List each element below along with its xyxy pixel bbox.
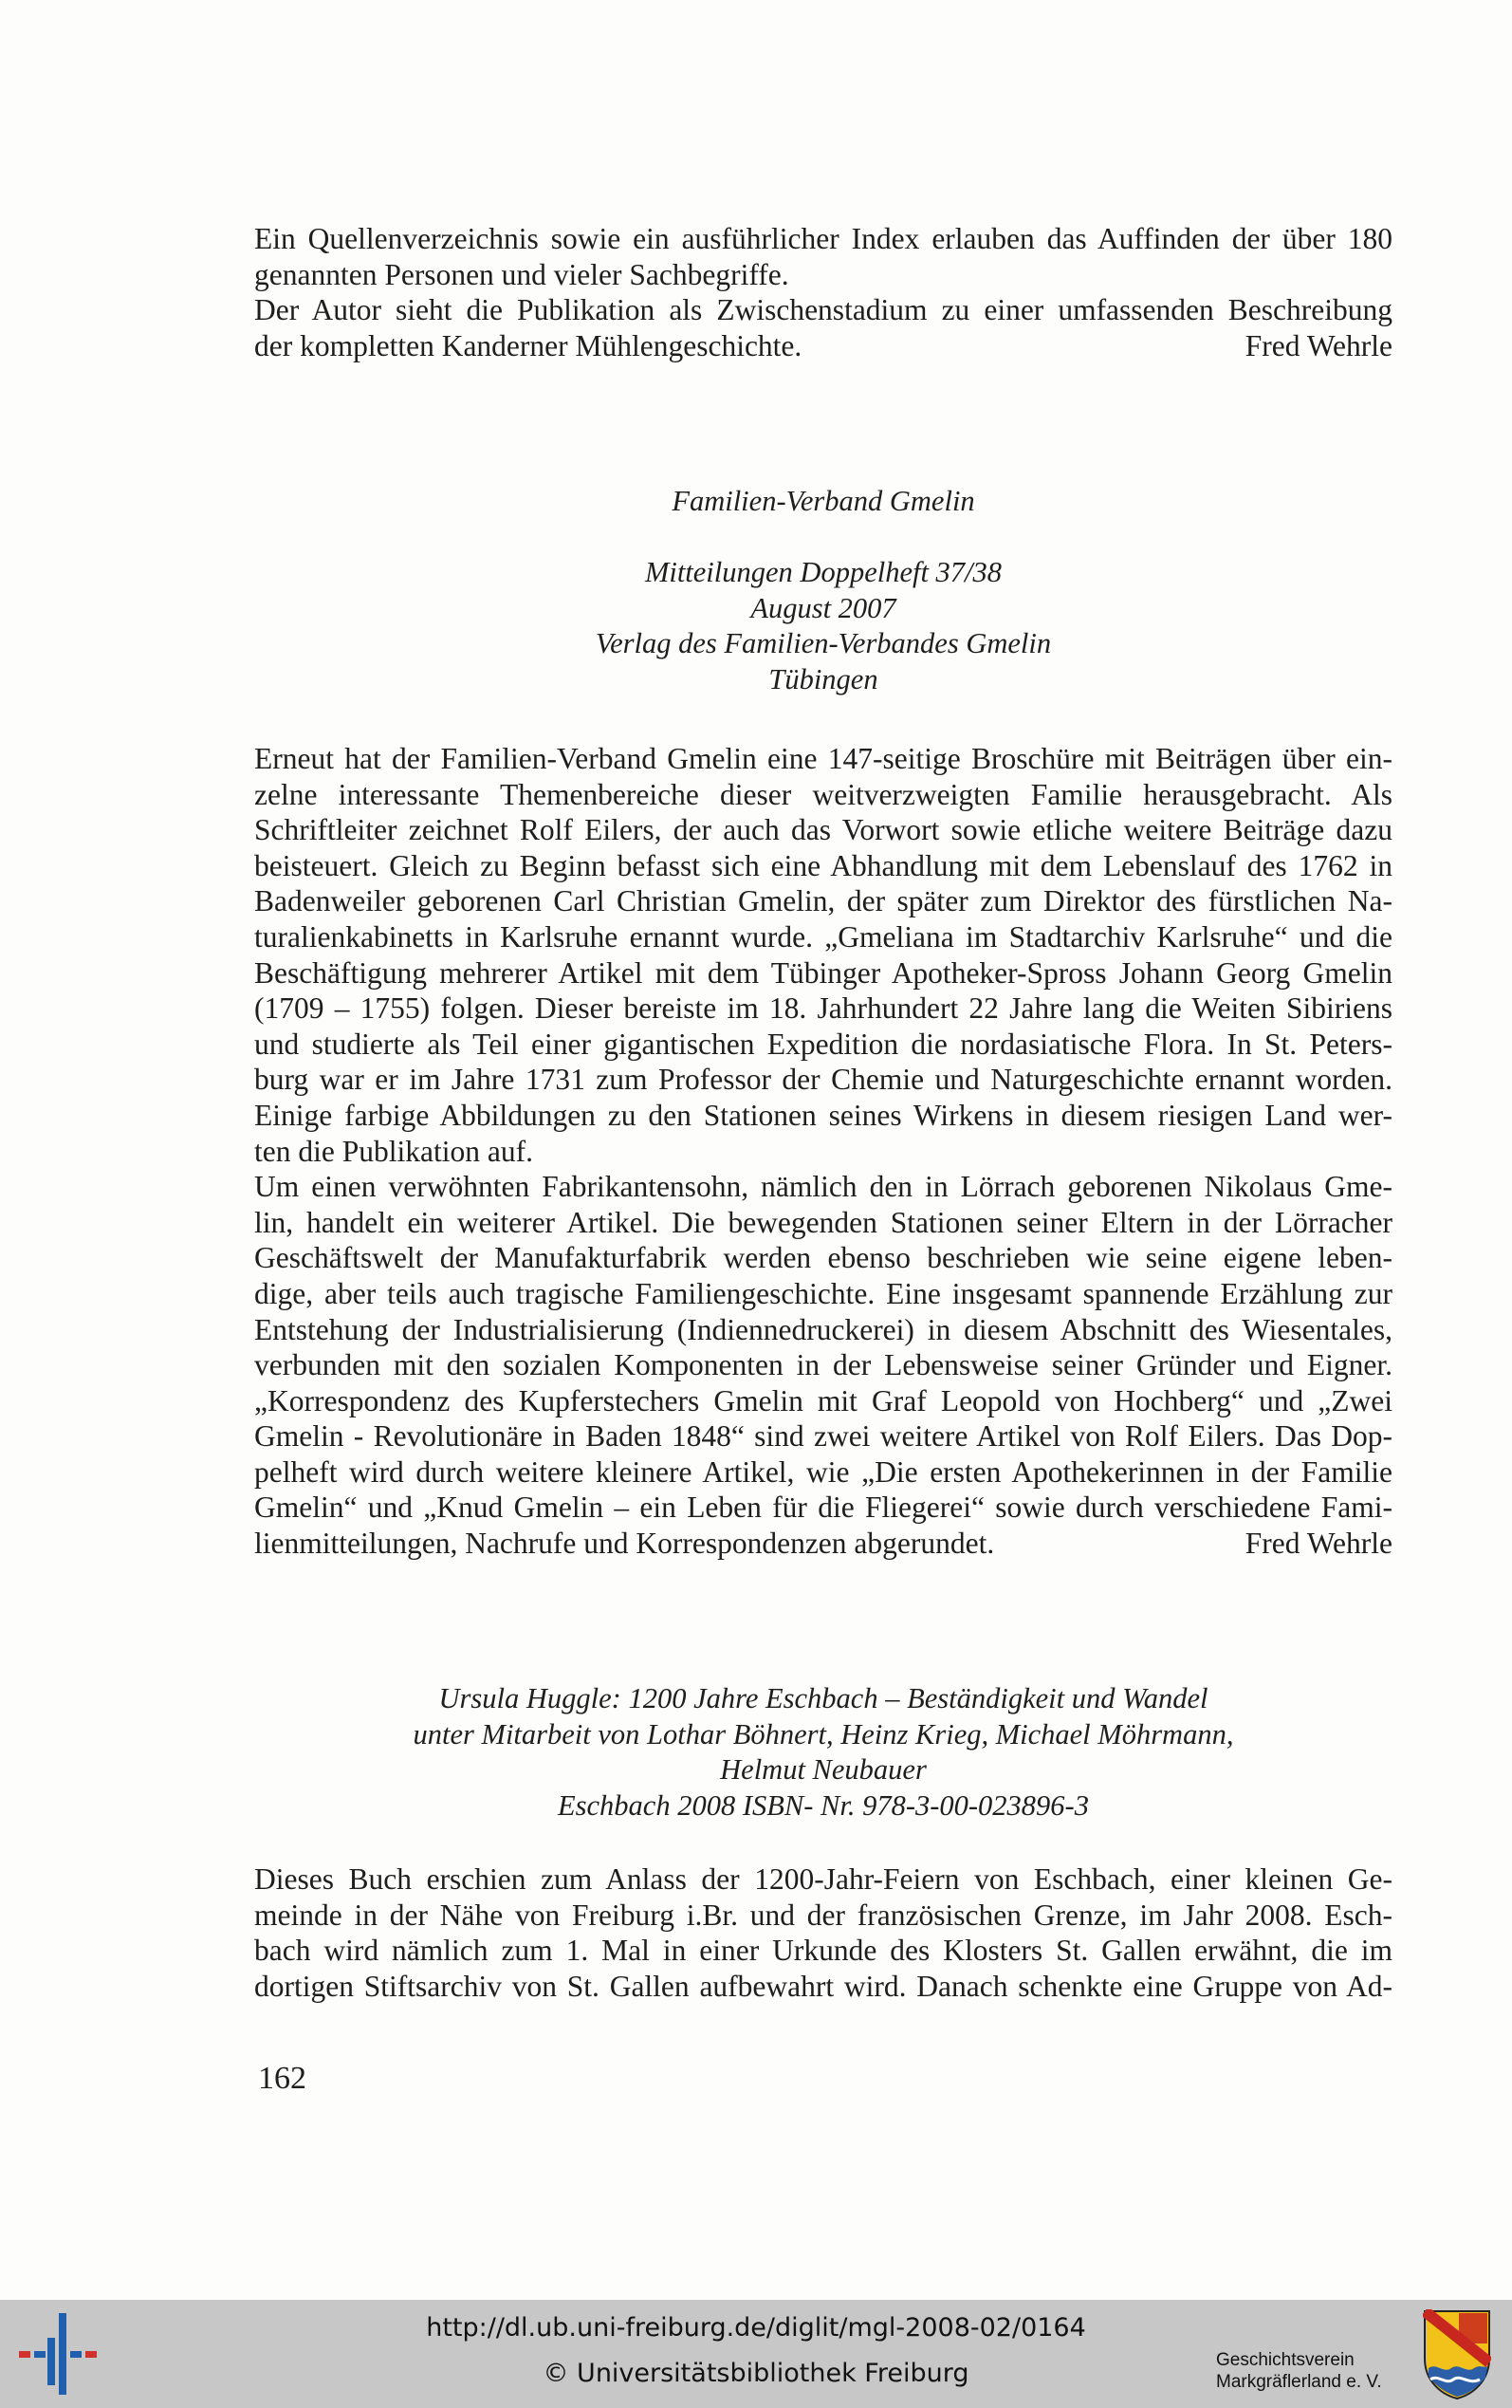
text-line: lienmitteilungen, Nachrufe und Korrespondenzen abgerundet. (254, 1527, 995, 1561)
text-line: zelne interessante Themenbereiche dieser weitverzweigten Familie herausgebracht. Als (254, 777, 1392, 811)
text-line: Schriftleiter zeichnet Rolf Eilers, der auch das Vorwort sowie etliche weitere Beiträge dazu (254, 813, 1392, 847)
page-number: 162 (258, 2061, 306, 2096)
reviewer-signature: Fred Wehrle (1245, 1527, 1392, 1561)
heading-line: Eschbach 2008 ISBN- Nr. 978-3-00-023896-3 (558, 1788, 1089, 1822)
text-line: ten die Publikation auf. (254, 1134, 533, 1168)
text-line: und studierte als Teil einer gigantischen Expedition die nordasiatische Flora. In St. Peters- (254, 1027, 1392, 1061)
heading-line: Ursula Huggle: 1200 Jahre Eschbach – Beständigkeit und Wandel (438, 1682, 1208, 1714)
heading-line: Helmut Neubauer (720, 1753, 927, 1787)
text-line: genannten Personen und vieler Sachbegriffe. (254, 257, 789, 291)
text-line: Beschäftigung mehrerer Artikel mit dem Tübinger Apotheker-Spross Johann Georg Gmelin (254, 955, 1392, 990)
text-line: Entstehung der Industrialisierung (Indiennedruckerei) in diesem Abschnitt des Wiesentales, (254, 1312, 1392, 1346)
heading-line: Mitteilungen Doppelheft 37/38 (644, 556, 1003, 588)
text-line: Erneut hat der Familien-Verband Gmelin eine 147-seitige Broschüre mit Beiträgen über ein- (254, 742, 1392, 775)
review-2-heading-title (254, 484, 1392, 520)
text-line: lin, handelt ein weiterer Artikel. Die bewegenden Stationen seiner Eltern in der Lörracher (254, 1205, 1392, 1239)
reviewer-signature: Fred Wehrle (1245, 328, 1392, 362)
copyright-notice: © Universitätsbibliothek Freiburg (543, 2359, 969, 2388)
heading-line: Familien-Verband Gmelin (672, 485, 975, 517)
review-3-text (254, 1862, 1392, 2004)
review-2-text (254, 741, 1392, 1562)
text-line: Geschäftswelt der Manufakturfabrik werden ebenso beschrieben wie seine eigene leben- (254, 1241, 1392, 1275)
text-line: Um einen verwöhnten Fabrikantensohn, nämlich den in Lörrach geborenen Nikolaus Gme- (254, 1170, 1392, 1204)
text-line: Badenweiler geborenen Carl Christian Gmelin, der später zum Direktor des fürstlichen Na- (254, 884, 1392, 918)
text-line: Ein Quellenverzeichnis sowie ein ausführlicher Index erlauben das Auffinden der über 180 (254, 222, 1392, 255)
heading-line: Verlag des Familien-Verbandes Gmelin (595, 627, 1052, 660)
source-url-link[interactable]: http://dl.ub.uni-freiburg.de/diglit/mgl-2008-02/0164 (426, 2313, 1086, 2343)
text-line: Einige farbige Abbildungen zu den Stationen seines Wirkens in diesem riesigen Land wer- (254, 1098, 1392, 1132)
heading-line: Tübingen (768, 662, 878, 695)
text-line: Der Autor sieht die Publikation als Zwischenstadium zu einer umfassenden Beschreibung (254, 293, 1392, 327)
review-2-heading-details (254, 555, 1392, 697)
text-line: turalienkabinetts in Karlsruhe ernannt wurde. „Gmeliana im Stadtarchiv Karlsruhe“ und die (254, 919, 1392, 954)
society-name (1216, 2349, 1382, 2393)
text-line: Gmelin“ und „Knud Gmelin – ein Leben für die Fliegerei“ sowie durch verschiedene Fami- (254, 1491, 1392, 1525)
text-line: Gmelin - Revolutionäre in Baden 1848“ sind zwei weitere Artikel von Rolf Eilers. Das Dop- (254, 1419, 1392, 1454)
society-name-line: Markgräflerland e. V. (1216, 2372, 1382, 2392)
text-line: beisteuert. Gleich zu Beginn befasst sich eine Abhandlung mit dem Lebenslauf des 1762 in (254, 848, 1392, 882)
text-line: meinde in der Nähe von Freiburg i.Br. und der französischen Grenze, im Jahr 2008. Esch- (254, 1898, 1392, 1932)
text-line: bach wird nämlich zum 1. Mal in einer Urkunde des Klosters St. Gallen erwähnt, die im (254, 1934, 1392, 1968)
text-line: dige, aber teils auch tragische Familiengeschichte. Eine insgesamt spannende Erzählung zur (254, 1276, 1392, 1310)
text-line: dortigen Stiftsarchiv von St. Gallen aufbewahrt wird. Danach schenkte eine Gruppe von Ad- (254, 1969, 1392, 2003)
text-line: burg war er im Jahre 1731 zum Professor der Chemie und Naturgeschichte ernannt worden. (254, 1063, 1392, 1097)
text-line: verbunden mit den sozialen Komponenten in der Lebensweise seiner Gründer und Eigner. (254, 1348, 1392, 1382)
society-name-line: Geschichtsverein (1216, 2350, 1355, 2370)
heading-line: unter Mitarbeit von Lothar Böhnert, Heinz Krieg, Michael Möhrmann, (413, 1717, 1234, 1750)
society-crest-icon (1423, 2309, 1491, 2400)
text-line: Dieses Buch erschien zum Anlass der 1200-Jahr-Feiern von Eschbach, einer kleinen Ge- (254, 1862, 1392, 1896)
text-line: pelheft wird durch weitere kleinere Artikel, wie „Die ersten Apothekerinnen in der Familie (254, 1454, 1392, 1489)
text-line: der kompletten Kanderner Mühlengeschichte. (254, 328, 802, 362)
heading-line: August 2007 (750, 591, 896, 624)
text-line: (1709 – 1755) folgen. Dieser bereiste im 18. Jahrhundert 22 Jahre lang die Weiten Sibiriens (254, 991, 1392, 1026)
footer-bar (0, 2300, 1512, 2408)
text-line: „Korrespondenz des Kupferstechers Gmelin mit Graf Leopold von Hochberg“ und „Zwei (254, 1383, 1392, 1417)
review-1-text (254, 221, 1392, 363)
review-3-heading (254, 1681, 1392, 1824)
